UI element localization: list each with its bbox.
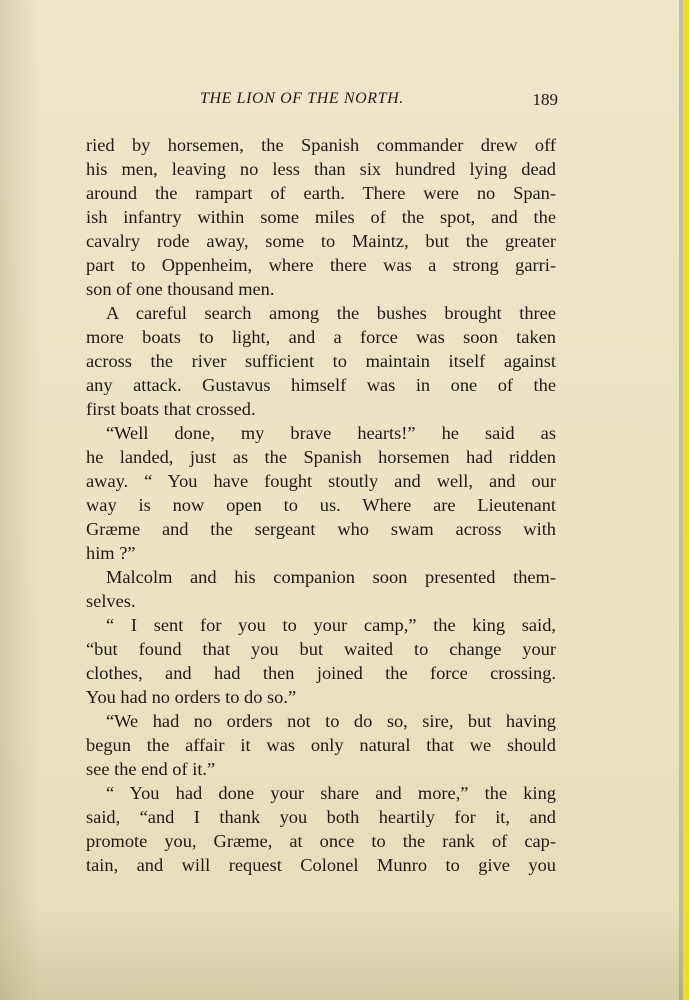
page-number: 189	[532, 90, 558, 109]
text-line: ish infantry within some miles of the spot, and the	[86, 207, 556, 227]
text-line: him ?”	[86, 543, 136, 563]
text-line: any attack. Gustavus himself was in one of the	[86, 375, 556, 395]
text-line: “We had no orders not to do so, sire, but having	[106, 711, 556, 731]
text-line: way is now open to us. Where are Lieutenant	[86, 495, 556, 515]
text-line: Malcolm and his companion soon presented them-	[106, 567, 556, 587]
text-line: tain, and will request Colonel Munro to give you	[86, 855, 556, 875]
text-line: around the rampart of earth. There were no Span-	[86, 183, 556, 203]
text-line: more boats to light, and a force was soon taken	[86, 327, 556, 347]
text-line: away. “ You have fought stoutly and well, and our	[86, 471, 556, 491]
text-line: promote you, Græme, at once to the rank of cap-	[86, 831, 556, 851]
text-line: son of one thousand men.	[86, 279, 275, 299]
running-title: THE LION OF THE NORTH.	[200, 90, 404, 107]
text-line: see the end of it.”	[86, 759, 216, 779]
text-line: “Well done, my brave hearts!” he said as	[106, 423, 556, 443]
page-header	[86, 88, 560, 116]
text-line: selves.	[86, 591, 136, 611]
text-line: across the river sufficient to maintain itself against	[86, 351, 556, 371]
text-line: “but found that you but waited to change your	[86, 639, 556, 659]
text-line: cavalry rode away, some to Maintz, but the greater	[86, 231, 556, 251]
text-line: A careful search among the bushes brought three	[106, 303, 556, 323]
text-line: his men, leaving no less than six hundred lying dead	[86, 159, 556, 179]
text-line: ried by horsemen, the Spanish commander drew off	[86, 135, 556, 155]
text-line: said, “and I thank you both heartily for it, and	[86, 807, 556, 827]
text-line: begun the affair it was only natural that we should	[86, 735, 556, 755]
text-line: first boats that crossed.	[86, 399, 256, 419]
text-line: he landed, just as the Spanish horsemen had ridden	[86, 447, 556, 467]
text-line: Græme and the sergeant who swam across with	[86, 519, 556, 539]
body-text	[86, 133, 556, 877]
text-line: part to Oppenheim, where there was a strong garri-	[86, 255, 556, 275]
text-line: “ You had done your share and more,” the king	[106, 783, 556, 803]
text-line: “ I sent for you to your camp,” the king said,	[106, 615, 556, 635]
text-line: You had no orders to do so.”	[86, 687, 297, 707]
text-line: clothes, and had then joined the force crossing.	[86, 663, 556, 683]
page-shadow	[0, 910, 689, 1000]
page-edge	[683, 0, 689, 1000]
